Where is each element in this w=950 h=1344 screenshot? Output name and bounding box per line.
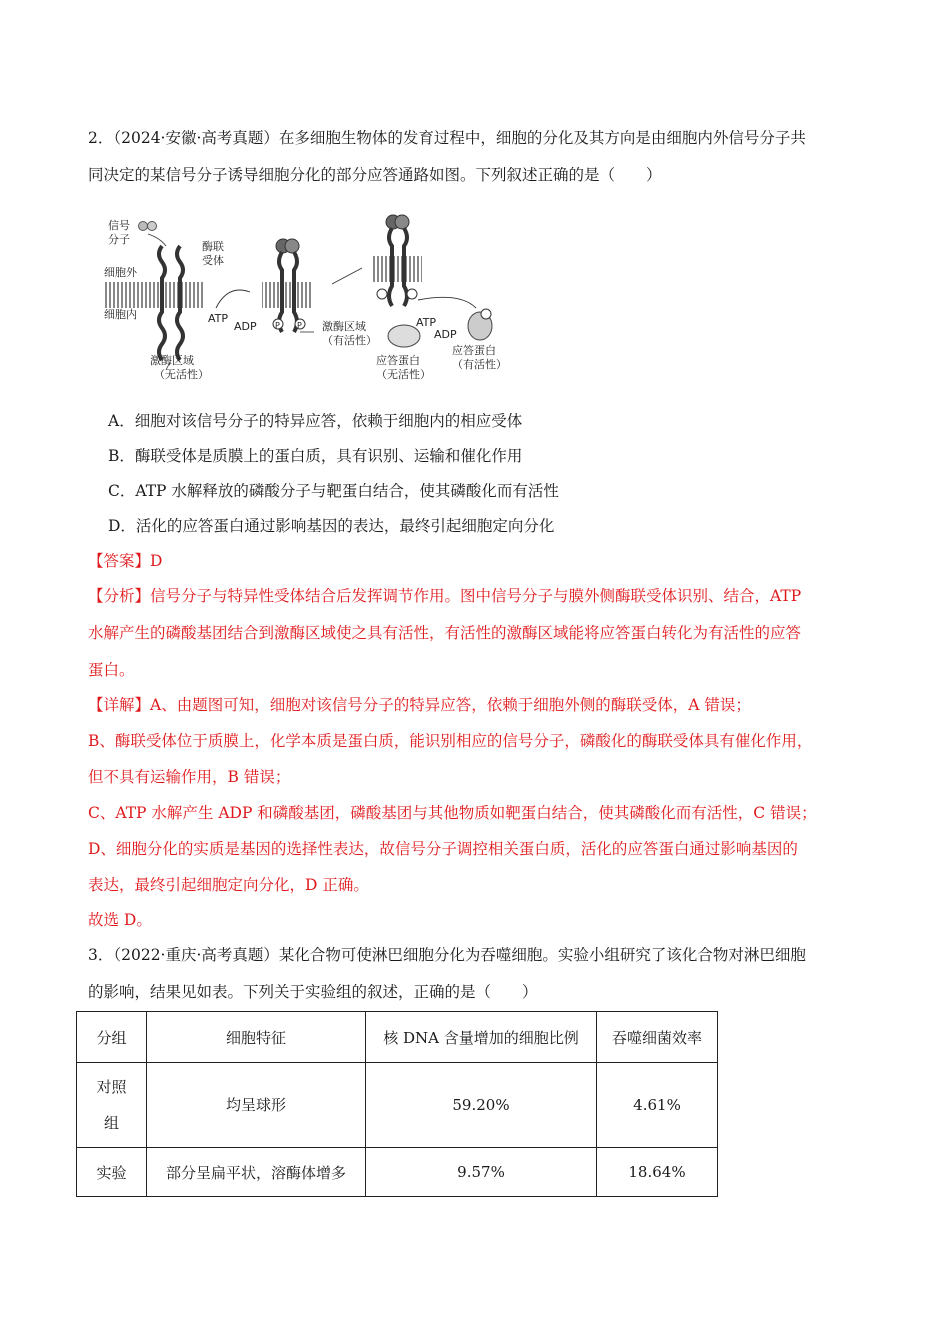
- label-receptor-1: 酶联: [202, 240, 224, 253]
- phosphate-icon: [377, 289, 387, 299]
- group-text: 组: [103, 1114, 119, 1132]
- table-cell-feature: 部分呈扁平状，溶酶体增多: [147, 1148, 366, 1197]
- q2-option-c: C．ATP 水解释放的磷酸分子与靶蛋白结合，使其磷酸化而有活性: [108, 482, 559, 500]
- q2-detail-6: 表达，最终引起细胞定向分化，D 正确。: [88, 876, 369, 894]
- label-signal-2: 分子: [108, 233, 130, 246]
- q2-option-d: D．活化的应答蛋白通过影响基因的表达，最终引起细胞定向分化: [108, 517, 555, 535]
- label-outside: 细胞外: [104, 266, 137, 279]
- label-response-active-2: （有活性）: [452, 358, 507, 371]
- label-adp-2: ADP: [434, 328, 457, 341]
- table-row: [77, 1063, 718, 1148]
- table-cell-efficiency: 4.61%: [597, 1063, 718, 1148]
- q2-analysis-2: 水解产生的磷酸基团结合到激酶区域使之具有活性，有活性的激酶区域能将应答蛋白转化为有活性的应答: [88, 624, 802, 642]
- arrow-icon: [216, 290, 250, 308]
- label-receptor-2: 受体: [202, 254, 224, 267]
- results-table: [76, 1011, 718, 1197]
- signal-molecule-icon: [148, 222, 157, 231]
- label-kinase-inactive-2: （无活性）: [154, 368, 209, 381]
- label-inside: 细胞内: [104, 308, 137, 321]
- signal-molecule-icon: [395, 215, 409, 229]
- q2-option-a: A．细胞对该信号分子的特异应答，依赖于细胞内的相应受体: [108, 412, 523, 430]
- label-atp-2: ATP: [416, 316, 437, 329]
- q2-detail-2: B、酶联受体位于质膜上，化学本质是蛋白质，能识别相应的信号分子，磷酸化的酶联受体具有催化作用，: [88, 732, 813, 750]
- arrow-icon: [148, 234, 166, 246]
- arrow-icon: [418, 297, 476, 308]
- q2-analysis-3: 蛋白。: [88, 661, 135, 679]
- label-response-inactive-1: 应答蛋白: [376, 354, 420, 367]
- q2-answer: 【答案】D: [88, 552, 163, 570]
- q3-stem-line-2: 的影响，结果见如表。下列关于实验组的叙述，正确的是（ ）: [88, 983, 538, 1001]
- label-signal-1: 信号: [108, 219, 130, 232]
- signal-molecule-icon: [139, 222, 148, 231]
- phosphate-icon: [407, 289, 417, 299]
- table-cell-dna-ratio: 9.57%: [366, 1148, 597, 1197]
- label-kinase-inactive-1: 激酶区域: [150, 354, 194, 367]
- membrane-icon: [262, 282, 312, 308]
- label-kinase-active-2: （有活性）: [322, 334, 377, 347]
- label-kinase-active-1: 激酶区域: [322, 320, 366, 333]
- q2-analysis-1: 【分析】信号分子与特异性受体结合后发挥调节作用。图中信号分子与膜外侧酶联受体识别、结合，ATP: [88, 587, 802, 605]
- table-row: [77, 1148, 718, 1197]
- label-response-active-1: 应答蛋白: [452, 344, 496, 357]
- phosphate-icon: [481, 309, 491, 319]
- table-header-cell: 吞噬细菌效率: [597, 1012, 718, 1063]
- membrane-icon: [104, 282, 204, 308]
- table-cell-group: [77, 1063, 147, 1148]
- label-adp-1: ADP: [234, 320, 257, 333]
- table-header-cell: 分组: [77, 1012, 147, 1063]
- table-cell-dna-ratio: 59.20%: [366, 1063, 597, 1148]
- label-atp-1: ATP: [208, 312, 229, 325]
- table-cell-feature: 均呈球形: [147, 1063, 366, 1148]
- q2-detail-3: 但不具有运输作用，B 错误；: [88, 768, 291, 786]
- table-header-cell: 细胞特征: [147, 1012, 366, 1063]
- q2-detail-4: C、ATP 水解产生 ADP 和磷酸基团，磷酸基团与其他物质如靶蛋白结合，使其磷酸化而有活性，C 错误；: [88, 804, 817, 822]
- label-phosphate: P: [275, 321, 280, 330]
- signal-molecule-icon: [285, 239, 299, 253]
- q3-stem-line-1: 3．（2022·重庆·高考真题）某化合物可使淋巴细胞分化为吞噬细胞。实验小组研究了该化合物对淋巴细胞: [88, 946, 806, 964]
- table-cell-efficiency: 18.64%: [597, 1148, 718, 1197]
- q2-stem-line-2: 同决定的某信号分子诱导细胞分化的部分应答通路如图。下列叙述正确的是（ ）: [88, 166, 662, 184]
- q2-detail-1: 【详解】A、由题图可知，细胞对该信号分子的特异应答，依赖于细胞外侧的酶联受体，A 错误；: [88, 696, 751, 714]
- arrow-icon: [332, 268, 362, 284]
- table-cell-group: 实验: [77, 1148, 147, 1197]
- signal-pathway-figure: [100, 212, 520, 390]
- q2-option-b: B．酶联受体是质膜上的蛋白质，具有识别、运输和催化作用: [108, 447, 523, 465]
- label-response-inactive-2: （无活性）: [376, 368, 431, 381]
- q2-detail-5: D、细胞分化的实质是基因的选择性表达，故信号分子调控相关蛋白质，活化的应答蛋白通过影响基因的: [88, 840, 798, 858]
- table-header-row: [77, 1012, 718, 1063]
- q2-conclusion: 故选 D。: [88, 911, 152, 929]
- q2-stem-line-1: 2．（2024·安徽·高考真题）在多细胞生物体的发育过程中，细胞的分化及其方向是由细胞内外信号分子共: [88, 129, 806, 147]
- label-phosphate: P: [297, 321, 302, 330]
- group-text: 对照: [96, 1078, 127, 1096]
- table-header-cell: 核 DNA 含量增加的细胞比例: [366, 1012, 597, 1063]
- membrane-icon: [372, 256, 422, 282]
